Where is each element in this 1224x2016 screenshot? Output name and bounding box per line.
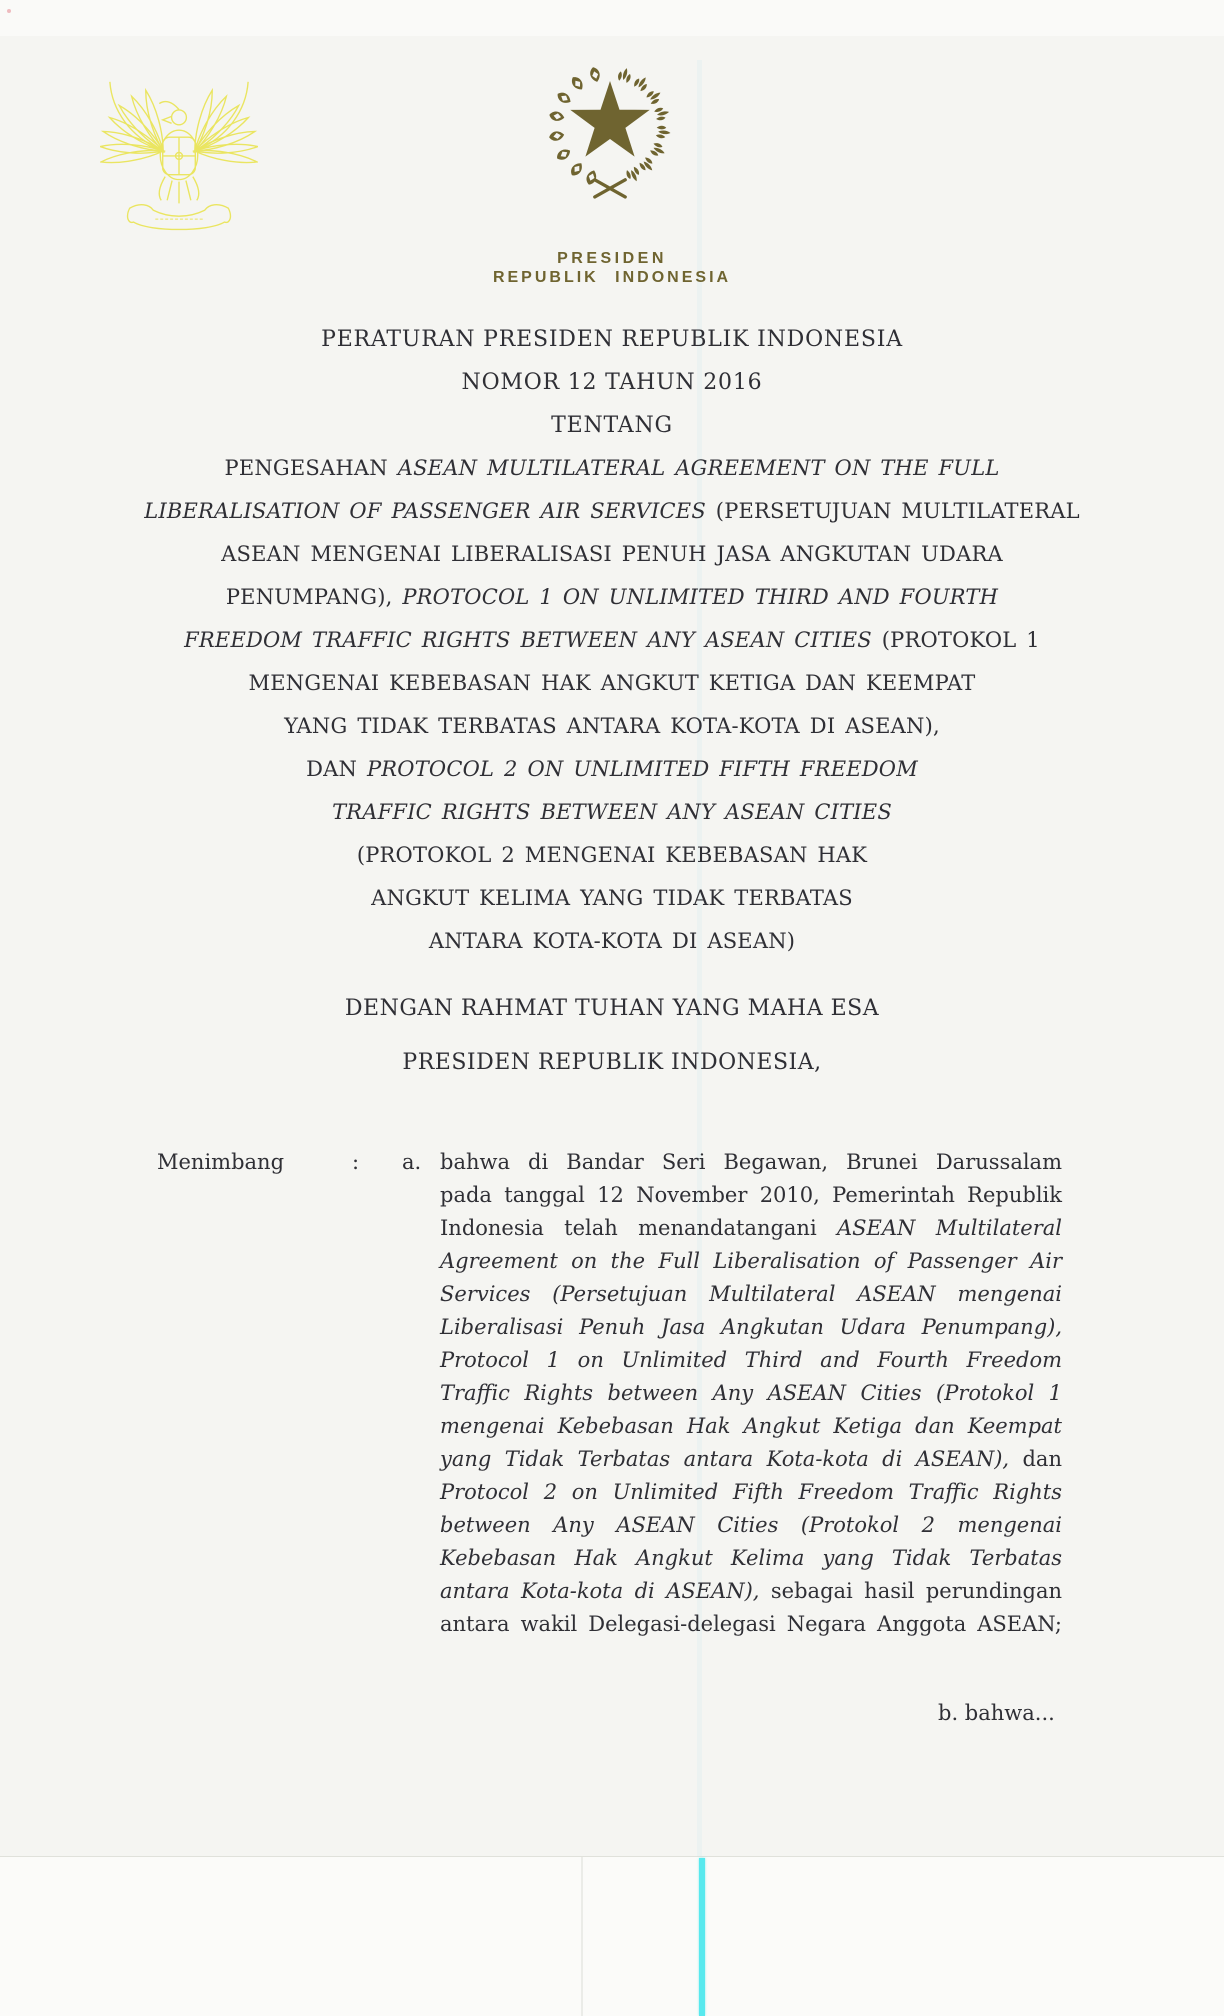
subject-line: ASEAN MENGENAI LIBERALISASI PENUH JASA ANGKUTAN UDARA (221, 542, 1003, 566)
regulation-subject-block (62, 447, 1162, 963)
subject-line: MENGENAI KEBEBASAN HAK ANGKUT KETIGA DAN KEEMPAT (248, 671, 976, 695)
paragraph-line: antara Kota-kota di ASEAN), sebagai hasil perundingan (440, 1579, 1062, 1603)
subject-line: (PROTOKOL 2 MENGENAI KEBEBASAN HAK (356, 843, 868, 867)
paragraph-line: yang Tidak Terbatas antara Kota-kota di ASEAN), dan (440, 1447, 1062, 1471)
paragraph-line: Indonesia telah menandatangani ASEAN Multilateral (440, 1216, 1063, 1240)
presidential-star-wreath-icon (534, 62, 686, 214)
subject-line: ANGKUT KELIMA YANG TIDAK TERBATAS (371, 886, 853, 910)
subject-line: FREEDOM TRAFFIC RIGHTS BETWEEN ANY ASEAN CITIES (PROTOKOL 1 (184, 628, 1040, 652)
letterhead-presiden: PRESIDEN (557, 250, 667, 267)
menimbang-label: Menimbang (157, 1150, 285, 1174)
scan-fold-line (581, 1857, 583, 2016)
paragraph-line: Liberalisasi Penuh Jasa Angkutan Udara Penumpang), (440, 1315, 1062, 1339)
paragraph-line: antara wakil Delegasi-delegasi Negara Anggota ASEAN; (440, 1612, 1062, 1636)
preamble-rahmat: DENGAN RAHMAT TUHAN YANG MAHA ESA (344, 996, 880, 1021)
preamble-presiden: PRESIDEN REPUBLIK INDONESIA, (402, 1050, 822, 1075)
regulation-title: PERATURAN PRESIDEN REPUBLIK INDONESIA (321, 327, 903, 352)
menimbang-item-letter: a. (402, 1150, 422, 1174)
paragraph-line: Services (Persetujuan Multilateral ASEAN mengenai (440, 1282, 1062, 1306)
subject-line: PENGESAHAN ASEAN MULTILATERAL AGREEMENT ON THE FULL (224, 456, 1000, 480)
paragraph-line: Protocol 1 on Unlimited Third and Fourth Freedom (440, 1348, 1062, 1372)
paragraph-line: bahwa di Bandar Seri Begawan, Brunei Darussalam (440, 1150, 1062, 1174)
paragraph-line: Traffic Rights between Any ASEAN Cities (Protokol 1 (440, 1381, 1062, 1405)
paragraph-line: mengenai Kebebasan Hak Angkut Ketiga dan Keempat (440, 1414, 1062, 1438)
subject-line: LIBERALISATION OF PASSENGER AIR SERVICES (PERSETUJUAN MULTILATERAL (144, 499, 1080, 523)
subject-line: PENUMPANG), PROTOCOL 1 ON UNLIMITED THIRD AND FOURTH (225, 585, 999, 609)
paragraph-line: between Any ASEAN Cities (Protokol 2 mengenai (440, 1513, 1062, 1537)
scan-bottom-area (0, 1856, 1224, 2016)
garuda-pancasila-watermark-icon (100, 60, 258, 238)
paragraph-line: pada tanggal 12 November 2010, Pemerintah Republik (440, 1183, 1062, 1207)
tentang-label: TENTANG (551, 413, 673, 438)
paragraph-line: Kebebasan Hak Angkut Kelima yang Tidak Terbatas (440, 1546, 1062, 1570)
letterhead-republik-indonesia: REPUBLIK INDONESIA (492, 269, 732, 286)
menimbang-paragraph (440, 1146, 1062, 1641)
paragraph-line: Agreement on the Full Liberalisation of Passenger Air (440, 1249, 1062, 1273)
regulation-title-block (62, 318, 1162, 447)
subject-line: TRAFFIC RIGHTS BETWEEN ANY ASEAN CITIES (332, 800, 892, 824)
menimbang-colon: : (352, 1150, 360, 1174)
scanner-cyan-line-artifact (699, 1858, 705, 2016)
catchword: b. bahwa... (938, 1701, 1055, 1725)
paragraph-line: Protocol 2 on Unlimited Fifth Freedom Traffic Rights (440, 1480, 1062, 1504)
subject-line: DAN PROTOCOL 2 ON UNLIMITED FIFTH FREEDOM (306, 757, 918, 781)
scan-top-band (0, 0, 1224, 36)
subject-line: ANTARA KOTA-KOTA DI ASEAN) (428, 929, 796, 953)
scan-dot-artifact (7, 9, 11, 13)
subject-line: YANG TIDAK TERBATAS ANTARA KOTA-KOTA DI ASEAN), (284, 714, 940, 738)
regulation-number: NOMOR 12 TAHUN 2016 (461, 370, 763, 395)
